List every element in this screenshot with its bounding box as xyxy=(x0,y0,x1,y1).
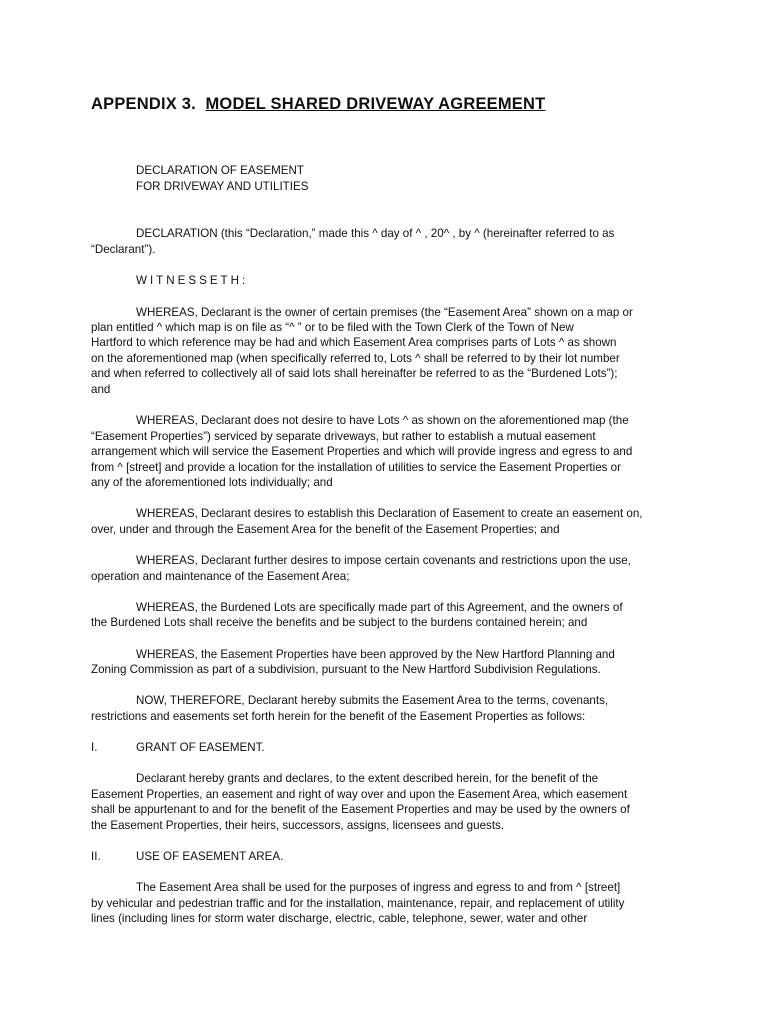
whereas-line: on the aforementioned map (when specifically referred to, Lots ^ shall be referred to by their lot number xyxy=(91,352,620,365)
witnesseth-label: WITNESSETH: xyxy=(136,274,249,287)
whereas-line: and when referred to collectively all of said lots shall hereinafter be referred to as the “Burdened Lots”); xyxy=(91,367,618,380)
whereas-line: WHEREAS, the Burdened Lots are specifically made part of this Agreement, and the owners of xyxy=(136,601,623,614)
whereas-line: WHEREAS, Declarant further desires to impose certain covenants and restrictions upon the use, xyxy=(136,554,631,567)
section-body-line: by vehicular and pedestrian traffic and for the installation, maintenance, repair, and replacement of utility xyxy=(91,897,625,910)
section-title: USE OF EASEMENT AREA. xyxy=(136,850,284,863)
page-heading xyxy=(91,95,545,114)
subtitle-line: FOR DRIVEWAY AND UTILITIES xyxy=(136,180,309,193)
whereas-line: arrangement which will service the Easement Properties and which will provide ingress and egress to and xyxy=(91,445,633,458)
whereas-line: Hartford to which reference may be had and which Easement Area comprises parts of Lots ^ as shown xyxy=(91,336,617,349)
heading-title: MODEL SHARED DRIVEWAY AGREEMENT xyxy=(205,95,546,113)
whereas-line: any of the aforementioned lots individually; and xyxy=(91,476,333,489)
whereas-line: the Burdened Lots shall receive the benefits and be subject to the burdens contained herein; and xyxy=(91,616,588,629)
whereas-line: WHEREAS, Declarant is the owner of certain premises (the “Easement Area” shown on a map or xyxy=(136,306,633,319)
whereas-line: “Easement Properties”) serviced by separate driveways, but rather to establish a mutual easement xyxy=(91,430,596,443)
whereas-line: operation and maintenance of the Easement Area; xyxy=(91,570,350,583)
heading-prefix: APPENDIX 3. xyxy=(91,95,196,113)
declaration-line: “Declarant”). xyxy=(91,243,156,256)
whereas-line: Zoning Commission as part of a subdivision, pursuant to the New Hartford Subdivision Regulations. xyxy=(91,663,601,676)
section-body-line: The Easement Area shall be used for the purposes of ingress and egress to and from ^ [street] xyxy=(136,881,621,894)
whereas-line: WHEREAS, Declarant desires to establish this Declaration of Easement to create an easement on, xyxy=(136,507,643,520)
whereas-line: plan entitled ^ which map is on file as “^ ” or to be filed with the Town Clerk of the Town of New xyxy=(91,321,574,334)
now-therefore-line: NOW, THEREFORE, Declarant hereby submits the Easement Area to the terms, covenants, xyxy=(136,694,609,707)
whereas-line: WHEREAS, Declarant does not desire to have Lots ^ as shown on the aforementioned map (the xyxy=(136,414,629,427)
whereas-line: over, under and through the Easement Area for the benefit of the Easement Properties; and xyxy=(91,523,560,536)
whereas-line: WHEREAS, the Easement Properties have been approved by the New Hartford Planning and xyxy=(136,648,615,661)
section-number: II. xyxy=(91,850,101,863)
section-title: GRANT OF EASEMENT. xyxy=(136,741,265,754)
declaration-line: DECLARATION (this “Declaration,” made this ^ day of ^ , 20^ , by ^ (hereinafter referred to as xyxy=(136,227,615,240)
section-body-line: lines (including lines for storm water discharge, electric, cable, telephone, sewer, water and other xyxy=(91,912,588,925)
section-body-line: Easement Properties, an easement and right of way over and upon the Easement Area, which easement xyxy=(91,788,628,801)
whereas-line: from ^ [street] and provide a location for the installation of utilities to service the Easement Properties or xyxy=(91,461,621,474)
now-therefore-line: restrictions and easements set forth herein for the benefit of the Easement Properties as follows: xyxy=(91,710,586,723)
subtitle-line: DECLARATION OF EASEMENT xyxy=(136,164,304,177)
whereas-line: and xyxy=(91,383,111,396)
section-body-line: the Easement Properties, their heirs, successors, assigns, licensees and guests. xyxy=(91,819,505,832)
section-body-line: Declarant hereby grants and declares, to the extent described herein, for the benefit of the xyxy=(136,772,599,785)
section-number: I. xyxy=(91,741,98,754)
section-body-line: shall be appurtenant to and for the benefit of the Easement Properties and may be used by the owners of xyxy=(91,803,630,816)
